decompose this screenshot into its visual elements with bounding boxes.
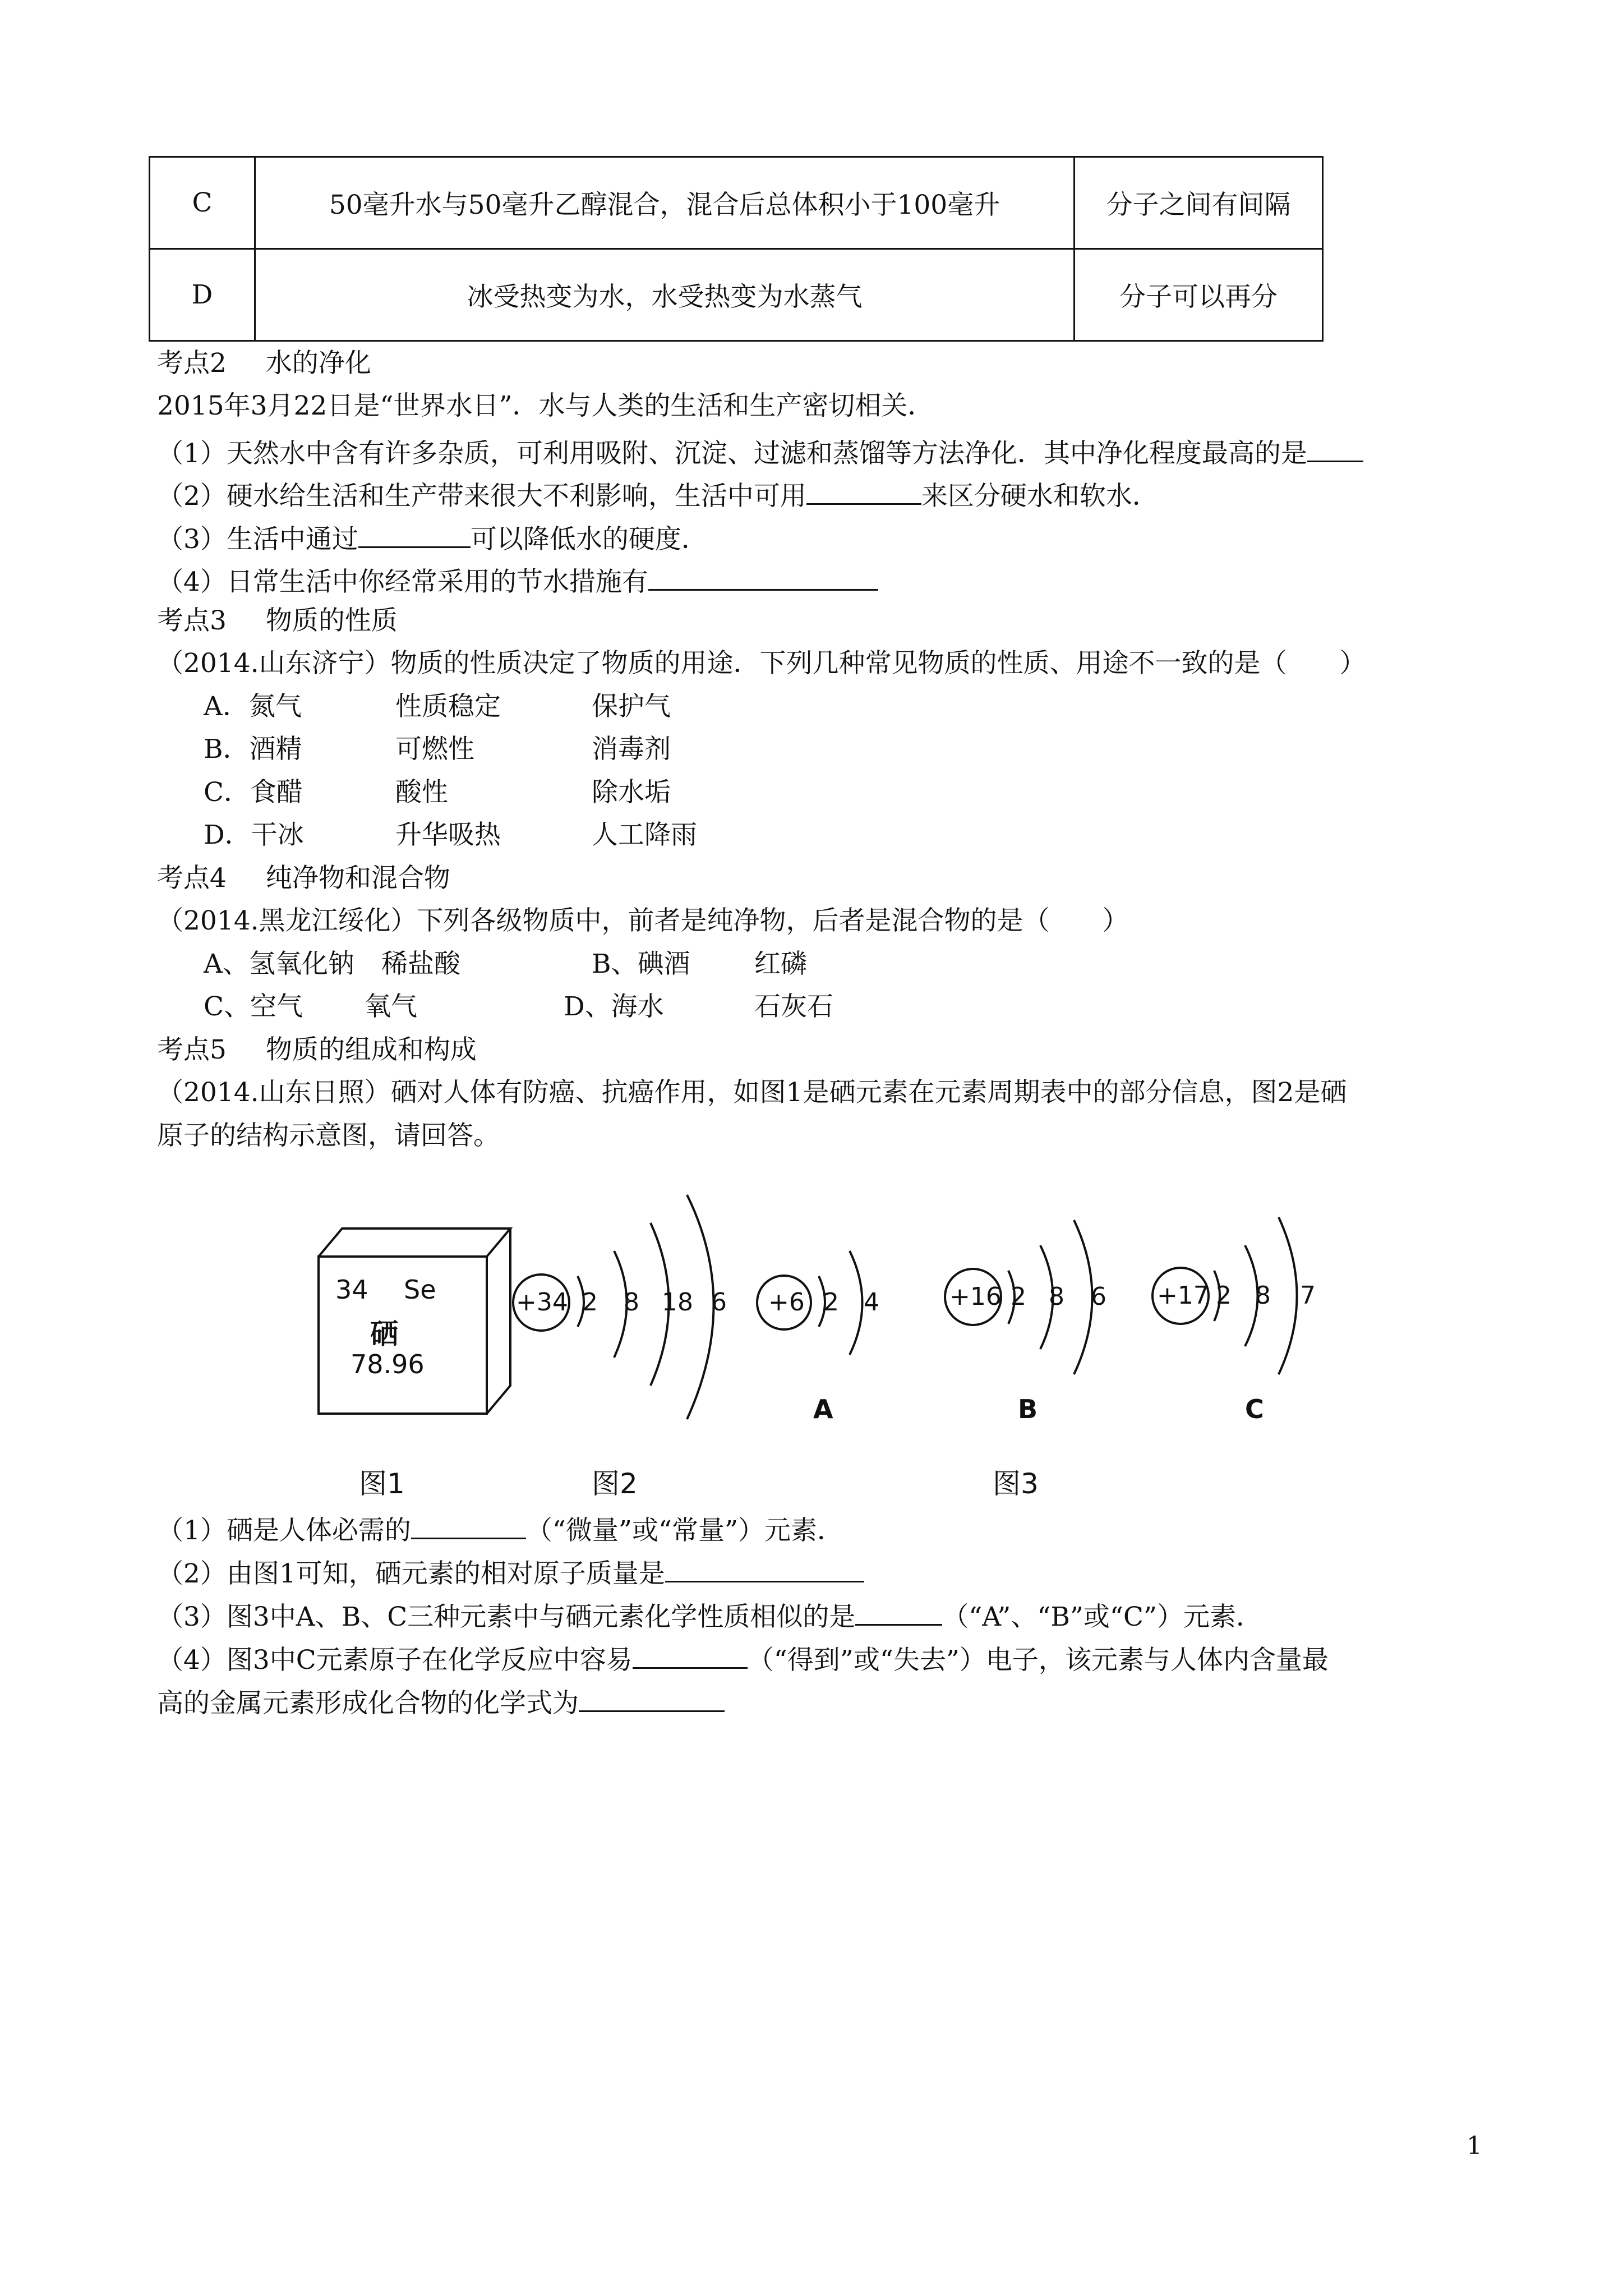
option-text: 红磷 — [754, 949, 807, 979]
option-text: B、碘酒 — [592, 949, 690, 979]
question-item — [157, 1686, 725, 1717]
section-title: 物质的性质 — [265, 605, 398, 636]
option-use: 人工降雨 — [592, 820, 697, 850]
question-text: （4）日常生活中你经常采用的节水措施有 — [157, 567, 648, 597]
option-property: 性质稳定 — [395, 691, 501, 722]
section-label: 考点2 — [157, 348, 227, 379]
section-heading — [157, 863, 450, 894]
answer-blank[interactable] — [855, 1599, 942, 1626]
question-item — [157, 564, 878, 595]
option-letter: D．干冰 — [204, 820, 304, 850]
question-text: 来区分硬水和软水． — [921, 481, 1159, 512]
answer-blank[interactable] — [633, 1642, 748, 1669]
shell-electrons: 7 — [1300, 1281, 1316, 1310]
question-text: （1）硒是人体必需的 — [157, 1515, 411, 1546]
shell-electrons: 2 — [1216, 1281, 1232, 1310]
atom-structure-figure — [0, 1156, 1623, 1503]
atom-label: A — [813, 1394, 833, 1424]
option-text: 稀盐酸 — [381, 949, 460, 979]
periodic-element-cube — [319, 1228, 510, 1414]
answer-blank[interactable] — [579, 1686, 725, 1712]
table-cell-explanation: 分子可以再分 — [1075, 249, 1323, 341]
table-row — [150, 249, 1323, 341]
question-item — [157, 478, 1159, 512]
section-label: 考点4 — [157, 863, 227, 894]
shell-electrons: 2 — [1011, 1282, 1026, 1311]
table-row — [150, 157, 1323, 249]
option-letter: B．酒精 — [204, 734, 302, 765]
shell-electrons: 6 — [711, 1288, 727, 1317]
shell-electrons: 8 — [624, 1288, 639, 1317]
question-text: （2）硬水给生活和生产带来很大不利影响，生活中可用 — [157, 481, 806, 512]
answer-blank[interactable] — [665, 1556, 864, 1582]
section-label: 考点3 — [157, 605, 227, 636]
question-text: （2014.山东济宁）物质的性质决定了物质的用途．下列几种常见物质的性质、用途不一致的是（ ） — [157, 648, 1366, 679]
section-heading — [157, 1034, 477, 1065]
section-title: 物质的组成和构成 — [265, 1034, 477, 1065]
question-text: （2014.山东日照）硒对人体有防癌、抗癌作用，如图1是硒元素在元素周期表中的部分信息，图2是硒 — [157, 1077, 1347, 1108]
page-number: 1 — [1467, 2132, 1482, 2160]
option-text: 石灰石 — [754, 991, 833, 1022]
question-text: （1）天然水中含有许多杂质，可利用吸附、沉淀、过滤和蒸馏等方法净化．其中净化程度最高的是 — [157, 438, 1307, 469]
atomic-number: 34 — [335, 1274, 368, 1305]
figure-caption: 图1 — [359, 1467, 405, 1500]
question-text: （3）图3中A、B、C三种元素中与硒元素化学性质相似的是 — [157, 1602, 856, 1632]
question-item — [157, 522, 708, 553]
question-text: 原子的结构示意图，请回答。 — [157, 1120, 500, 1151]
question-text: （“得到”或“失去”）电子，该元素与人体内含量最 — [747, 1645, 1329, 1676]
table-cell-phenomenon: 冰受热变为水，水受热变为水蒸气 — [255, 249, 1075, 341]
option-use: 消毒剂 — [592, 734, 671, 765]
answer-blank[interactable] — [1307, 436, 1363, 462]
option-property: 酸性 — [395, 777, 448, 808]
question-text: （3）生活中通过 — [157, 524, 358, 555]
option-use: 保护气 — [592, 691, 671, 722]
question-text: （2014.黑龙江绥化）下列各级物质中，前者是纯净物，后者是混合物的是（ ） — [157, 905, 1129, 936]
nucleus-charge: +17 — [1157, 1281, 1209, 1310]
question-text: （4）图3中C元素原子在化学反应中容易 — [157, 1645, 633, 1676]
table-cell-key: D — [150, 249, 255, 341]
table-cell-key: C — [150, 157, 255, 249]
figure-caption: 图3 — [993, 1467, 1039, 1500]
question-intro: 2015年3月22日是“世界水日”．水与人类的生活和生产密切相关． — [157, 390, 934, 421]
question-text: （“A”、“B”或“C”）元素． — [942, 1602, 1262, 1632]
nucleus-charge: +6 — [768, 1288, 805, 1317]
answer-blank[interactable] — [411, 1513, 526, 1539]
question-item — [157, 1513, 843, 1544]
shell-electrons: 18 — [662, 1288, 693, 1317]
question-text: 高的金属元素形成化合物的化学式为 — [157, 1688, 579, 1719]
answer-blank[interactable] — [358, 522, 471, 548]
nucleus-charge: +16 — [949, 1282, 1002, 1311]
shell-electrons: 8 — [1049, 1282, 1064, 1311]
option-property: 升华吸热 — [395, 820, 501, 850]
question-text: （“微量”或“常量”）元素． — [525, 1515, 844, 1546]
section-heading — [157, 605, 398, 636]
shell-electrons: 2 — [823, 1288, 839, 1317]
shell-electrons: 8 — [1255, 1281, 1271, 1310]
table-cell-explanation: 分子之间有间隔 — [1075, 157, 1323, 249]
shell-electrons: 2 — [582, 1288, 598, 1317]
option-text: C、空气 — [204, 991, 303, 1022]
figure-caption: 图2 — [592, 1467, 638, 1500]
element-symbol: Se — [404, 1274, 436, 1305]
question-item — [157, 1599, 1262, 1630]
option-text: 氧气 — [365, 991, 417, 1022]
atom-label: B — [1018, 1394, 1038, 1424]
atomic-mass: 78.96 — [351, 1349, 425, 1379]
section-label: 考点5 — [157, 1034, 227, 1065]
answer-blank[interactable] — [806, 478, 921, 505]
atom-label: C — [1245, 1394, 1264, 1424]
shell-electrons: 6 — [1091, 1282, 1106, 1311]
element-name: 硒 — [370, 1317, 398, 1350]
option-use: 除水垢 — [592, 777, 671, 808]
question-text: （2）由图1可知，硒元素的相对原子质量是 — [157, 1558, 665, 1589]
option-property: 可燃性 — [395, 734, 474, 765]
question-item — [157, 1556, 864, 1587]
option-text: A、氢氧化钠 — [204, 949, 354, 979]
question-item — [157, 436, 1363, 467]
question-item — [157, 1642, 1329, 1676]
options-table — [149, 156, 1324, 342]
shell-electrons: 4 — [864, 1288, 879, 1317]
section-title: 水的净化 — [265, 348, 371, 379]
option-letter: A．氮气 — [204, 691, 302, 722]
option-letter: C．食醋 — [204, 777, 303, 808]
figure-drawing — [0, 1156, 1623, 1503]
section-title: 纯净物和混合物 — [265, 863, 450, 894]
answer-blank[interactable] — [648, 564, 878, 591]
nucleus-charge: +34 — [516, 1288, 568, 1317]
section-heading — [157, 348, 371, 379]
option-text: D、海水 — [564, 991, 664, 1022]
question-text: 可以降低水的硬度． — [470, 524, 708, 555]
table-cell-phenomenon: 50毫升水与50毫升乙醇混合，混合后总体积小于100毫升 — [255, 157, 1075, 249]
